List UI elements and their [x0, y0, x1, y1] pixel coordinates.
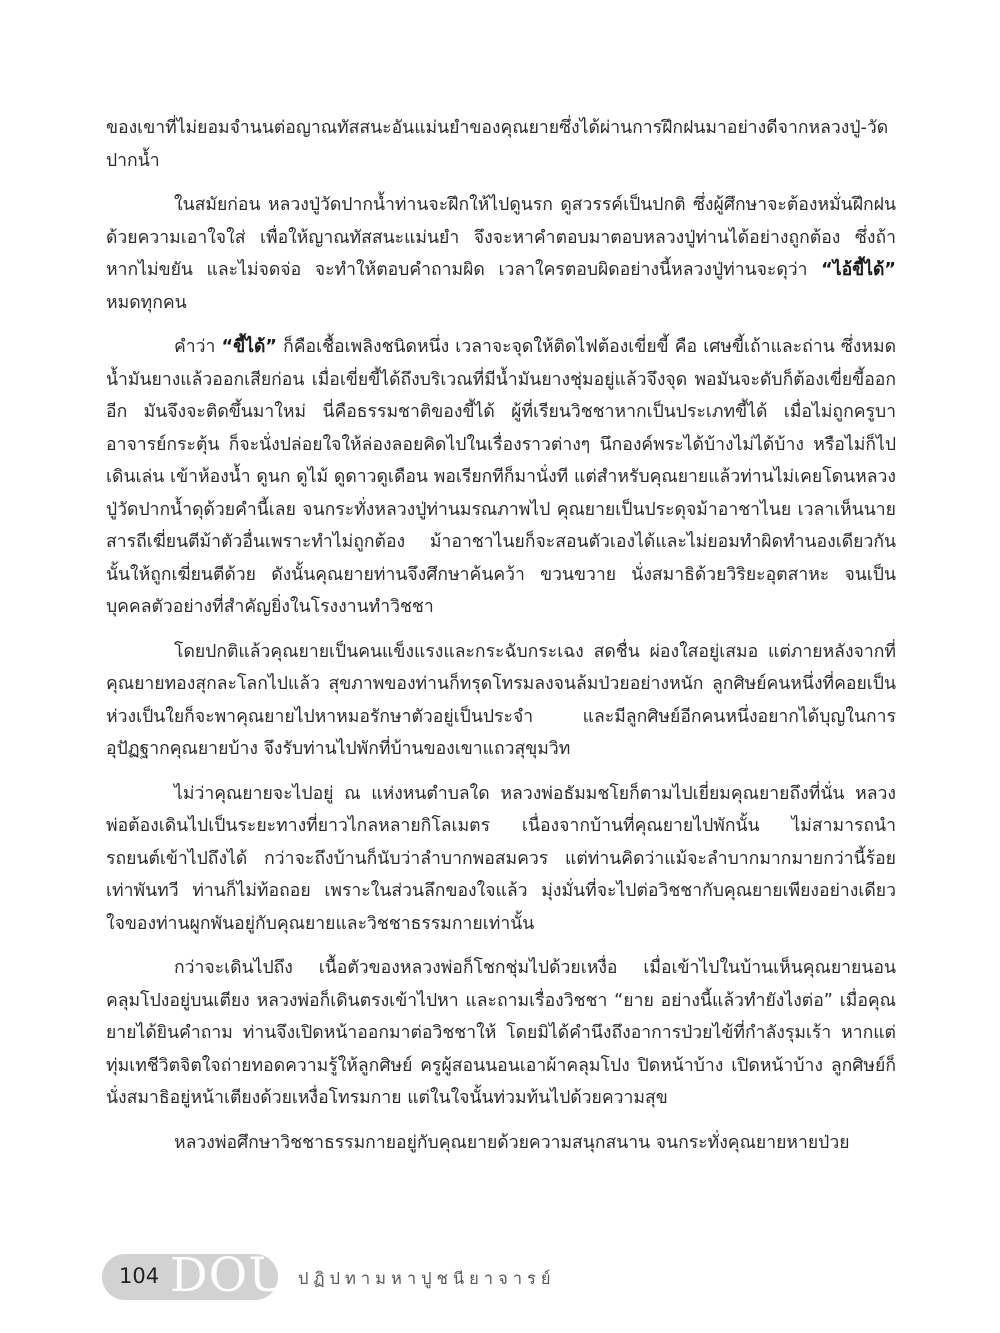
paragraph-text: โดยปกติแล้วคุณยายเป็นคนแข็งแรงและกระฉับกระเฉง สดชื่น ผ่องใสอยู่เสมอ แต่ภายหลังจากที่คุณยายทองสุกละโลกไปแล้ว สุขภาพของท่านก็ทรุดโทรมลงจนล้มป่วยอย่างหนัก ลูกศิษย์คนหนึ่งที่คอยเป็นห่วงเป็นใยก็จะพาคุณยายไปหาหมอรักษาตัวอยู่เป็นประจำ และมีลูกศิษย์อีกคนหนึ่งอยากได้บุญในการอุปัฏฐากคุณยายบ้าง จึงรับท่านไปพักที่บ้านของเขาแถวสุขุมวิท [106, 641, 896, 759]
emphasis-text: “ขี้ได้” [221, 337, 277, 357]
paragraph-text: ไม่ว่าคุณยายจะไปอยู่ ณ แห่งหนตำบลใด หลวงพ่อธัมมชโยก็ตามไปเยี่ยมคุณยายถึงที่นั่น หลวงพ่อต้องเดินไปเป็นระยะทางที่ยาวไกลหลายกิโลเมตร เนื่องจากบ้านที่คุณยายไปพักนั้น ไม่สามารถนำรถยนต์เข้าไปถึงได้ กว่าจะถึงบ้านก็นับว่าลำบากพอสมควร แต่ท่านคิดว่าแม้จะลำบากมากมายกว่านี้ร้อยเท่าพันทวี ท่านก็ไม่ท้อถอย เพราะในส่วนลึกของใจแล้ว มุ่งมั่นที่จะไปต่อวิชชากับคุณยายเพียงอย่างเดียว ใจของท่านผูกพันอยู่กับคุณยายและวิชชาธรรมกายเท่านั้น [106, 783, 896, 934]
paragraph [106, 112, 896, 177]
paragraph-text: ของเขาที่ไม่ยอมจำนนต่อญาณทัสสนะอันแม่นยำของคุณยายซึ่งได้ผ่านการฝึกฝนมาอย่างดีจากหลวงปู่-วัดปากน้ำ [106, 118, 889, 171]
paragraph [106, 189, 896, 319]
paragraph-text: หลวงพ่อศึกษาวิชชาธรรมกายอยู่กับคุณยายด้วยความสนุกสนาน จนกระทั่งคุณยายหายป่วย [174, 1132, 850, 1153]
emphasis-text: “ไอ้ขี้ได้” [821, 260, 896, 280]
paragraph-text: คำว่า [174, 337, 222, 357]
paragraph-text: ในสมัยก่อน หลวงปู่วัดปากน้ำท่านจะฝึกให้ไปดูนรก ดูสวรรค์เป็นปกติ ซึ่งผู้ศึกษาจะต้องหมั่นฝึกฝนด้วยความเอาใจใส่ เพื่อให้ญาณทัสสนะแม่นยำ จึงจะหาคำตอบมาตอบหลวงปู่ท่านได้อย่างถูกต้อง ซึ่งถ้าหากไม่ขยัน และไม่จดจ่อ จะทำให้ตอบคำถามผิด เวลาใครตอบผิดอย่างนี้หลวงปู่ท่านจะดุว่า [106, 195, 896, 280]
paragraph [106, 1127, 896, 1160]
page-number: 104 [119, 1264, 160, 1288]
page-badge [102, 1248, 289, 1303]
book-title: ปฏิปทามหาปูชนียาจารย์ [298, 1269, 556, 1288]
page-footer [102, 1248, 802, 1303]
paragraph-text: กว่าจะเดินไปถึง เนื้อตัวของหลวงพ่อก็โชกชุ่มไปด้วยเหงื่อ เมื่อเข้าไปในบ้านเห็นคุณยายนอนคลุมโปงอยู่บนเตียง หลวงพ่อก็เดินตรงเข้าไปหา และถามเรื่องวิชชา “ยาย อย่างนี้แล้วทำยังไงต่อ” เมื่อคุณยายได้ยินคำถาม ท่านจึงเปิดหน้าออกมาต่อวิชชาให้ โดยมิได้คำนึงถึงอาการป่วยไข้ที่กำลังรุมเร้า หากแต่ทุ่มเทชีวิตจิตใจถ่ายทอดความรู้ให้ลูกศิษย์ ครูผู้สอนนอนเอาผ้าคลุมโปง ปิดหน้าบ้าง เปิดหน้าบ้าง ลูกศิษย์ก็นั่งสมาธิอยู่หน้าเตียงด้วยเหงื่อโทรมกาย แต่ในใจนั้นท่วมท้นไปด้วยความสุข [106, 958, 896, 1108]
dou-logo: DOU [170, 1248, 289, 1303]
paragraph [106, 778, 896, 941]
paragraph [106, 331, 896, 624]
paragraph-text: ก็คือเชื้อเพลิงชนิดหนึ่ง เวลาจะจุดให้ติดไฟต้องเขี่ยขี้ คือ เศษขี้เถ้าและถ่าน ซึ่งหมดน้ำมันยางแล้วออกเสียก่อน เมื่อเขี่ยขี้ได้ถึงบริเวณที่มีน้ำมันยางชุ่มอยู่แล้วจึงจุด พอมันจะดับก็ต้องเขี่ยขี้ออกอีก มันจึงจะติดขึ้นมาใหม่ นี่คือธรรมชาติของขี้ได้ ผู้ที่เรียนวิชชาหากเป็นประเภทขี้ได้ เมื่อไม่ถูกครูบาอาจารย์กระตุ้น ก็จะนั่งปล่อยใจให้ล่องลอยคิดไปในเรื่องราวต่างๆ นึกองค์พระได้บ้างไม่ได้บ้าง หรือไม่ก็ไปเดินเล่น เข้าห้องน้ำ ดูนก ดูไม้ ดูดาวดูเดือน พอเรียกทีก็มานั่งที แต่สำหรับคุณยายแล้วท่านไม่เคยโดนหลวงปู่วัดปากน้ำดุด้วยคำนี้เลย จนกระทั่งหลวงปู่ท่านมรณภาพไป คุณยายเป็นประดุจม้าอาชาไนย เวลาเห็นนายสารถีเฆี่ยนตีม้าตัวอื่นเพราะทำไม่ถูกต้อง ม้าอาชาไนยก็จะสอนตัวเองได้และไม่ยอมทำผิดทำนองเดียวกันนั้นให้ถูกเฆี่ยนตีด้วย ดังนั้นคุณยายท่านจึงศึกษาค้นคว้า ขวนขวาย นั่งสมาธิด้วยวิริยะอุตสาหะ จนเป็นบุคคลตัวอย่างที่สำคัญยิ่งในโรงงานทำวิชชา [106, 337, 896, 617]
paragraph [106, 636, 896, 766]
paragraph-text: หมดทุกคน [106, 292, 187, 313]
paragraph [106, 952, 896, 1115]
document-body [106, 112, 896, 1171]
